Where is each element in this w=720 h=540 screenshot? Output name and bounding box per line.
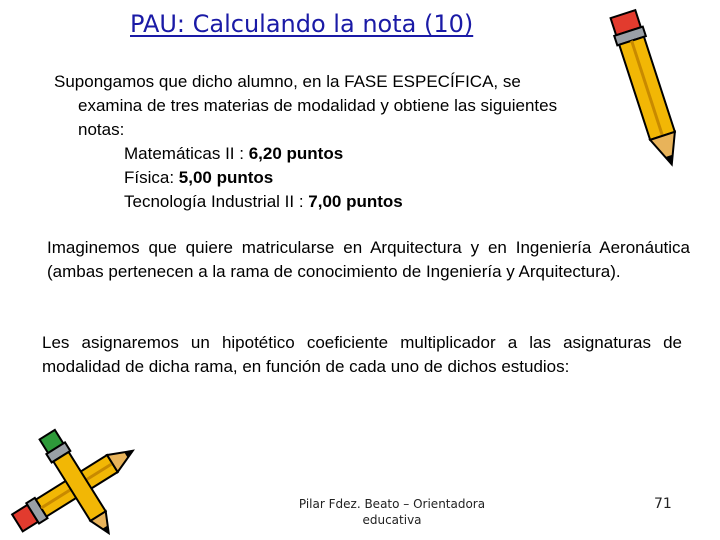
intro-line-3: notas:	[78, 120, 125, 139]
subject-line	[54, 166, 654, 190]
subject-line	[54, 190, 654, 214]
footer-author: Pilar Fdez. Beato – Orientadora educativa	[298, 497, 486, 527]
subject-name: Matemáticas II :	[124, 144, 249, 163]
crossed-pencils-icon	[2, 428, 152, 538]
coefficient-paragraph: Les asignaremos un hipotético coeficiente multiplicador a las asignaturas de modalidad de dicha rama, en función de cada uno de dichos estudios:	[42, 333, 682, 376]
subject-line	[54, 142, 654, 166]
career-paragraph: Imaginemos que quiere matricularse en Arquitectura y en Ingeniería Aeronáutica (ambas pertenecen a la rama de conocimiento de Ingeniería y Arquitectura).	[47, 238, 690, 281]
subject-score: 5,00 puntos	[178, 168, 274, 187]
subject-name: Física:	[124, 168, 179, 187]
intro-line-1: Supongamos que dicho alumno, en la FASE ESPECÍFICA, se	[54, 72, 521, 91]
slide-title: PAU: Calculando la nota (10)	[130, 10, 474, 38]
subject-score: 6,20 puntos	[248, 144, 344, 163]
page-number: 71	[654, 496, 672, 512]
student-grades-paragraph	[54, 70, 654, 214]
subject-name: Tecnología Industrial II :	[124, 192, 309, 211]
intro-line-2: examina de tres materias de modalidad y obtiene las siguientes	[78, 96, 558, 115]
subject-score: 7,00 puntos	[308, 192, 403, 211]
